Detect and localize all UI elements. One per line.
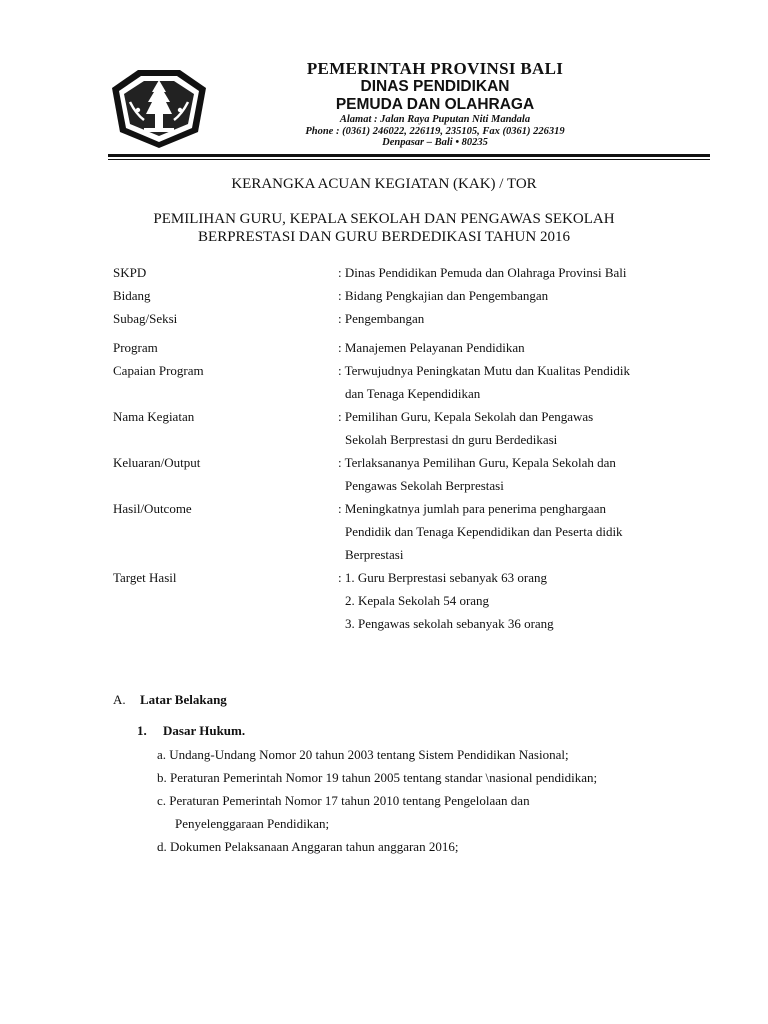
document-subtitle-line-2: BERPRESTASI DAN GURU BERDEDIKASI TAHUN 2016: [198, 229, 570, 245]
info-value-line: Sekolah Berprestasi dn guru Berdedikasi: [345, 432, 558, 447]
info-value-line: Pendidik dan Tenaga Kependidikan dan Peserta didik: [345, 524, 623, 539]
info-label: Hasil/Outcome: [113, 501, 192, 516]
bali-province-emblem-icon: [108, 66, 210, 150]
info-label: Capaian Program: [113, 363, 204, 378]
activity-info-table: [113, 261, 713, 635]
info-value-line: 2. Kepala Sekolah 54 orang: [345, 593, 490, 608]
info-row-hasil: [113, 497, 713, 566]
header-divider-thick: [108, 154, 710, 157]
letterhead-line-1: PEMERINTAH PROVINSI BALI: [306, 59, 564, 78]
letterhead-phone: Phone : (0361) 246022, 226119, 235105, Fax (0361) 226319: [305, 125, 565, 137]
info-value: [338, 451, 683, 497]
info-row-skpd: [113, 261, 713, 284]
document-title: KERANGKA ACUAN KEGIATAN (KAK) / TOR: [231, 176, 537, 192]
section-a-heading: [113, 692, 227, 708]
section-1-heading: [137, 723, 245, 739]
info-value-line: 3. Pengawas sekolah sebanyak 36 orang: [345, 616, 554, 631]
info-label: SKPD: [113, 265, 147, 280]
info-row-program: [113, 336, 713, 359]
info-label: Bidang: [113, 288, 151, 303]
header-divider-thin: [108, 159, 710, 160]
info-value-line: : Pemilihan Guru, Kepala Sekolah dan Pengawas: [338, 409, 594, 424]
legal-basis-item: c. Peraturan Pemerintah Nomor 17 tahun 2010 tentang Pengelolaan dan: [157, 793, 530, 808]
info-row-bidang: [113, 284, 713, 307]
info-value: [338, 405, 683, 451]
section-a-title: Latar Belakang: [140, 692, 227, 707]
info-label: Subag/Seksi: [113, 311, 178, 326]
info-label: Program: [113, 340, 158, 355]
legal-basis-item: d. Dokumen Pelaksanaan Anggaran tahun anggaran 2016;: [157, 839, 459, 854]
section-a-letter: A.: [113, 692, 126, 707]
info-value-line: : 1. Guru Berprestasi sebanyak 63 orang: [338, 570, 548, 585]
info-label: Target Hasil: [113, 570, 177, 585]
legal-basis-item: b. Peraturan Pemerintah Nomor 19 tahun 2005 tentang standar \nasional pendidikan;: [157, 770, 598, 785]
document-subtitle-line-1: PEMILIHAN GURU, KEPALA SEKOLAH DAN PENGAWAS SEKOLAH: [153, 211, 615, 227]
info-value-line: : Meningkatnya jumlah para penerima penghargaan: [338, 501, 606, 516]
legal-basis-list: [157, 743, 717, 858]
legal-basis-item: a. Undang-Undang Nomor 20 tahun 2003 tentang Sistem Pendidikan Nasional;: [157, 747, 569, 762]
info-row-capaian: [113, 359, 713, 405]
info-value: : Manajemen Pelayanan Pendidikan: [338, 340, 525, 355]
info-value-line: dan Tenaga Kependidikan: [345, 386, 481, 401]
info-value: : Bidang Pengkajian dan Pengembangan: [338, 288, 549, 303]
letterhead: [215, 60, 655, 149]
legal-basis-item-continued: Penyelenggaraan Pendidikan;: [175, 816, 330, 831]
info-value: [338, 359, 683, 405]
info-value: [338, 566, 683, 635]
letterhead-address: Alamat : Jalan Raya Puputan Niti Mandala: [339, 114, 531, 125]
info-row-target: [113, 566, 713, 635]
section-1-title: Dasar Hukum.: [163, 723, 246, 738]
document-subtitle: [0, 210, 768, 246]
info-value-line: Berprestasi: [345, 547, 404, 562]
info-value-line: : Terwujudnya Peningkatan Mutu dan Kualitas Pendidik: [338, 363, 631, 378]
info-row-keluaran: [113, 451, 713, 497]
info-value-line: Pengawas Sekolah Berprestasi: [345, 478, 504, 493]
info-label: Keluaran/Output: [113, 455, 201, 470]
info-row-nama-kegiatan: [113, 405, 713, 451]
info-value: : Pengembangan: [338, 311, 425, 326]
letterhead-line-2: DINAS PENDIDIKAN: [360, 78, 510, 95]
info-row-subag: [113, 307, 713, 330]
letterhead-city: Denpasar – Bali • 80235: [382, 137, 488, 148]
info-value: : Dinas Pendidikan Pemuda dan Olahraga Provinsi Bali: [338, 265, 627, 280]
info-value: [338, 497, 683, 566]
info-value-line: : Terlaksananya Pemilihan Guru, Kepala Sekolah dan: [338, 455, 616, 470]
letterhead-line-3: PEMUDA DAN OLAHRAGA: [335, 96, 535, 113]
info-label: Nama Kegiatan: [113, 409, 195, 424]
section-1-number: 1.: [137, 723, 147, 738]
